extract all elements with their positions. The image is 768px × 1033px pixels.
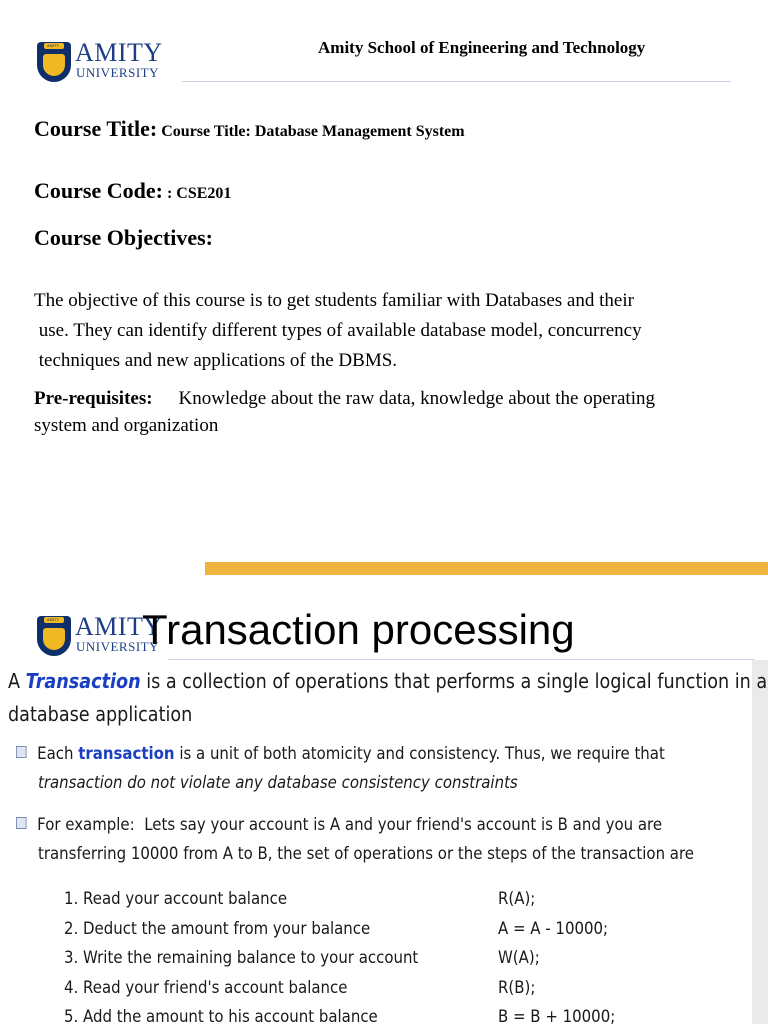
logo-subtitle: UNIVERSITY <box>76 65 159 80</box>
step-text: 4. Read your friend's account balance <box>64 977 348 998</box>
course-title-row <box>34 116 465 142</box>
objective-line: The objective of this course is to get students familiar with Databases and their <box>34 290 634 311</box>
slide-title: Transaction processing <box>142 606 575 653</box>
step-text: 1. Read your account balance <box>64 889 288 909</box>
bullet-example: For example: Lets say your account is A and your friend's account is B and you are transferring 10000 from A to B, the set of operations or the steps of the transaction are <box>16 811 694 869</box>
course-title-label: Course Title: <box>34 116 158 141</box>
square-bullet-icon <box>16 817 27 829</box>
course-code-value: : CSE201 <box>166 185 232 202</box>
logo-name: AMITY <box>75 612 163 641</box>
step-operation: R(A); <box>498 889 536 909</box>
step-text: 3. Write the remaining balance to your account <box>64 948 419 968</box>
step-text: 2. Deduct the amount from your balance <box>64 918 371 939</box>
amity-logo <box>37 40 177 84</box>
transaction-steps <box>64 885 418 1033</box>
logo-name: AMITY <box>75 38 163 67</box>
prereq-text-cont: system and organization <box>34 415 219 436</box>
keyword-transaction: transaction <box>78 744 175 764</box>
step-text: 5. Add the amount to his account balance <box>64 1007 378 1027</box>
bullet-atomicity: Each transaction is a unit of both atomicity and consistency. Thus, we require that transaction do not violate any database consistency constraints <box>16 740 665 798</box>
step-operation: R(B); <box>498 977 536 998</box>
step-operation: A = A - 10000; <box>498 918 609 939</box>
objective-line: use. They can identify different types of available database model, concurrency <box>34 320 642 341</box>
course-code-row <box>34 178 231 204</box>
logo-subtitle: UNIVERSITY <box>76 639 159 654</box>
prereq-text: Knowledge about the raw data, knowledge about the operating <box>178 388 655 409</box>
course-title-value: Course Title: Database Management System <box>161 123 465 140</box>
prerequisites-paragraph <box>34 385 734 439</box>
step-operation: W(A); <box>498 948 540 968</box>
header-divider <box>182 81 731 82</box>
school-name: Amity School of Engineering and Technology <box>318 38 646 57</box>
step-operation: B = B + 10000; <box>498 1007 616 1027</box>
keyword-transaction: Transaction <box>25 669 141 693</box>
objective-line: techniques and new applications of the DBMS. <box>34 350 398 371</box>
transaction-definition: A Transaction is a collection of operations that performs a single logical function in a database application <box>8 669 768 726</box>
logo-badge-text: AMITY <box>47 617 60 622</box>
objectives-paragraph <box>34 286 734 376</box>
accent-bar <box>205 562 768 575</box>
prereq-label: Pre-requisites: <box>34 388 153 409</box>
course-objectives-label: Course Objectives: <box>34 225 214 250</box>
transaction-operations <box>498 885 615 1033</box>
course-code-label: Course Code: <box>34 178 163 203</box>
logo-badge-text: AMITY <box>47 43 60 48</box>
square-bullet-icon <box>16 746 27 758</box>
title-divider <box>168 659 754 660</box>
